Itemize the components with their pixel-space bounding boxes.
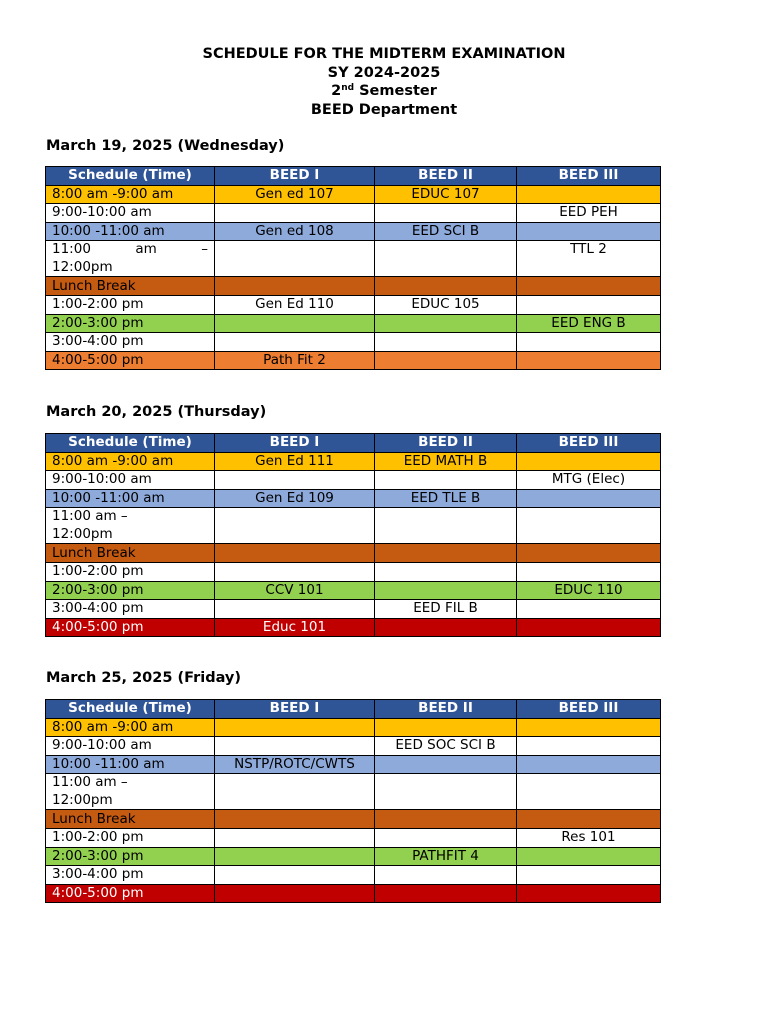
- beed2-cell: EED FIL B: [375, 600, 517, 619]
- beed2-cell: EED SOC SCI B: [375, 737, 517, 756]
- time-cell: 2:00-3:00 pm: [46, 847, 215, 866]
- beed2-cell: [375, 866, 517, 885]
- beed1-cell: Gen ed 107: [215, 185, 375, 204]
- time-cell: Lunch Break: [46, 544, 215, 563]
- beed3-cell: EED PEH: [517, 204, 661, 223]
- time-part: 11:00: [52, 241, 91, 258]
- table-row: [46, 866, 661, 885]
- beed3-cell: [517, 508, 661, 544]
- beed2-cell: PATHFIT 4: [375, 847, 517, 866]
- beed1-cell: Gen ed 108: [215, 222, 375, 241]
- table-row: [46, 562, 661, 581]
- beed1-cell: [215, 600, 375, 619]
- beed2-cell: [375, 471, 517, 490]
- schedule-table-wednesday: [45, 166, 661, 370]
- column-header-beed1: BEED I: [215, 167, 375, 186]
- beed2-cell: [375, 774, 517, 810]
- beed3-cell: [517, 884, 661, 903]
- table-row: [46, 828, 661, 847]
- table-row: [46, 295, 661, 314]
- table-row: [46, 314, 661, 333]
- time-cell: 10:00 -11:00 am: [46, 222, 215, 241]
- time-part: am: [135, 241, 157, 258]
- column-header-beed1: BEED I: [215, 700, 375, 719]
- beed2-cell: EED SCI B: [375, 222, 517, 241]
- beed3-cell: [517, 774, 661, 810]
- time-cell: Lunch Break: [46, 277, 215, 296]
- time-cell: 9:00-10:00 am: [46, 737, 215, 756]
- column-header-beed3: BEED III: [517, 434, 661, 453]
- time-cell: 9:00-10:00 am: [46, 471, 215, 490]
- time-cell: [46, 508, 215, 544]
- time-cell: 1:00-2:00 pm: [46, 562, 215, 581]
- beed2-cell: [375, 241, 517, 277]
- time-cell: 1:00-2:00 pm: [46, 828, 215, 847]
- beed2-cell: [375, 544, 517, 563]
- beed1-cell: [215, 204, 375, 223]
- beed3-cell: [517, 810, 661, 829]
- time-line-2: 12:00pm: [52, 258, 113, 275]
- beed3-cell: [517, 847, 661, 866]
- table-row: [46, 774, 661, 810]
- beed2-cell: [375, 581, 517, 600]
- schedule-table-thursday: [45, 433, 661, 637]
- beed1-cell: Path Fit 2: [215, 351, 375, 370]
- beed3-cell: [517, 600, 661, 619]
- beed1-cell: [215, 884, 375, 903]
- beed3-cell: EED ENG B: [517, 314, 661, 333]
- column-header-beed2: BEED II: [375, 167, 517, 186]
- header-semester: [0, 82, 768, 101]
- document-header: [0, 45, 768, 119]
- day-title-thursday: March 20, 2025 (Thursday): [46, 404, 267, 420]
- table-header-row: [46, 167, 661, 186]
- beed1-cell: NSTP/ROTC/CWTS: [215, 755, 375, 774]
- table-row: [46, 489, 661, 508]
- column-header-beed3: BEED III: [517, 167, 661, 186]
- table-row: [46, 333, 661, 352]
- semester-number: 2: [331, 83, 342, 99]
- time-cell: 4:00-5:00 pm: [46, 351, 215, 370]
- beed2-cell: [375, 618, 517, 637]
- beed3-cell: [517, 718, 661, 737]
- day-title-friday: March 25, 2025 (Friday): [46, 670, 241, 686]
- beed1-cell: [215, 847, 375, 866]
- column-header-time: Schedule (Time): [46, 167, 215, 186]
- beed3-cell: [517, 185, 661, 204]
- beed1-cell: [215, 866, 375, 885]
- time-part: –: [201, 241, 208, 258]
- day-title-wednesday: March 19, 2025 (Wednesday): [46, 138, 285, 154]
- schedule-table-friday: [45, 699, 661, 903]
- beed1-cell: Gen Ed 110: [215, 295, 375, 314]
- beed3-cell: [517, 277, 661, 296]
- column-header-beed1: BEED I: [215, 434, 375, 453]
- beed1-cell: [215, 737, 375, 756]
- beed1-cell: CCV 101: [215, 581, 375, 600]
- table-row: [46, 755, 661, 774]
- column-header-beed3: BEED III: [517, 700, 661, 719]
- beed3-cell: Res 101: [517, 828, 661, 847]
- column-header-time: Schedule (Time): [46, 700, 215, 719]
- time-line-2: 12:00pm: [52, 525, 113, 542]
- table-row: [46, 351, 661, 370]
- beed3-cell: [517, 737, 661, 756]
- header-department: BEED Department: [310, 101, 458, 118]
- time-cell: 1:00-2:00 pm: [46, 295, 215, 314]
- time-cell: 10:00 -11:00 am: [46, 489, 215, 508]
- time-line-1: 11:00 am –: [52, 774, 128, 791]
- time-cell: 2:00-3:00 pm: [46, 314, 215, 333]
- beed1-cell: [215, 810, 375, 829]
- time-line-1: [52, 241, 208, 259]
- table-header-row: [46, 434, 661, 453]
- beed1-cell: [215, 544, 375, 563]
- table-row: [46, 241, 661, 277]
- table-row: [46, 185, 661, 204]
- beed2-cell: EED TLE B: [375, 489, 517, 508]
- beed2-cell: EED MATH B: [375, 452, 517, 471]
- table-row: [46, 718, 661, 737]
- beed3-cell: [517, 562, 661, 581]
- beed2-cell: [375, 718, 517, 737]
- table-row: [46, 847, 661, 866]
- beed1-cell: [215, 241, 375, 277]
- table-row: [46, 884, 661, 903]
- beed3-cell: [517, 295, 661, 314]
- beed3-cell: MTG (Elec): [517, 471, 661, 490]
- time-cell: 3:00-4:00 pm: [46, 333, 215, 352]
- beed1-cell: Educ 101: [215, 618, 375, 637]
- time-cell: 4:00-5:00 pm: [46, 884, 215, 903]
- time-cell: 3:00-4:00 pm: [46, 866, 215, 885]
- table-row: [46, 277, 661, 296]
- time-cell: 8:00 am -9:00 am: [46, 718, 215, 737]
- table-row: [46, 222, 661, 241]
- table-row: [46, 508, 661, 544]
- time-cell: 3:00-4:00 pm: [46, 600, 215, 619]
- time-cell: 8:00 am -9:00 am: [46, 452, 215, 471]
- beed2-cell: [375, 351, 517, 370]
- beed3-cell: [517, 333, 661, 352]
- beed1-cell: [215, 508, 375, 544]
- beed3-cell: EDUC 110: [517, 581, 661, 600]
- table-row: [46, 737, 661, 756]
- beed3-cell: [517, 618, 661, 637]
- table-row: [46, 471, 661, 490]
- column-header-time: Schedule (Time): [46, 434, 215, 453]
- beed1-cell: [215, 314, 375, 333]
- beed3-cell: [517, 866, 661, 885]
- table-row: [46, 452, 661, 471]
- beed1-cell: [215, 333, 375, 352]
- beed3-cell: [517, 351, 661, 370]
- table-row: [46, 618, 661, 637]
- time-line-2: 12:00pm: [52, 791, 113, 808]
- time-cell: [46, 241, 215, 277]
- beed1-cell: [215, 471, 375, 490]
- beed3-cell: TTL 2: [517, 241, 661, 277]
- table-header-row: [46, 700, 661, 719]
- table-row: [46, 204, 661, 223]
- beed2-cell: EDUC 107: [375, 185, 517, 204]
- semester-ordinal: nd: [341, 83, 355, 93]
- beed1-cell: [215, 718, 375, 737]
- beed2-cell: EDUC 105: [375, 295, 517, 314]
- column-header-beed2: BEED II: [375, 434, 517, 453]
- beed1-cell: [215, 828, 375, 847]
- beed2-cell: [375, 314, 517, 333]
- beed3-cell: [517, 755, 661, 774]
- beed3-cell: [517, 222, 661, 241]
- beed1-cell: Gen Ed 111: [215, 452, 375, 471]
- beed2-cell: [375, 810, 517, 829]
- time-cell: 9:00-10:00 am: [46, 204, 215, 223]
- time-cell: 4:00-5:00 pm: [46, 618, 215, 637]
- table-row: [46, 810, 661, 829]
- table-row: [46, 600, 661, 619]
- beed3-cell: [517, 544, 661, 563]
- beed3-cell: [517, 489, 661, 508]
- beed2-cell: [375, 277, 517, 296]
- time-cell: 2:00-3:00 pm: [46, 581, 215, 600]
- table-row: [46, 581, 661, 600]
- time-cell: 8:00 am -9:00 am: [46, 185, 215, 204]
- header-school-year: SY 2024-2025: [327, 64, 441, 81]
- beed1-cell: Gen Ed 109: [215, 489, 375, 508]
- beed2-cell: [375, 333, 517, 352]
- time-cell: 10:00 -11:00 am: [46, 755, 215, 774]
- column-header-beed2: BEED II: [375, 700, 517, 719]
- time-cell: [46, 774, 215, 810]
- semester-label: Semester: [354, 83, 437, 99]
- beed1-cell: [215, 774, 375, 810]
- beed2-cell: [375, 755, 517, 774]
- beed2-cell: [375, 828, 517, 847]
- beed2-cell: [375, 884, 517, 903]
- beed3-cell: [517, 452, 661, 471]
- beed2-cell: [375, 562, 517, 581]
- beed1-cell: [215, 277, 375, 296]
- beed1-cell: [215, 562, 375, 581]
- time-cell: Lunch Break: [46, 810, 215, 829]
- beed2-cell: [375, 204, 517, 223]
- table-row: [46, 544, 661, 563]
- header-title: SCHEDULE FOR THE MIDTERM EXAMINATION: [202, 46, 566, 62]
- time-line-1: 11:00 am –: [52, 508, 128, 525]
- beed2-cell: [375, 508, 517, 544]
